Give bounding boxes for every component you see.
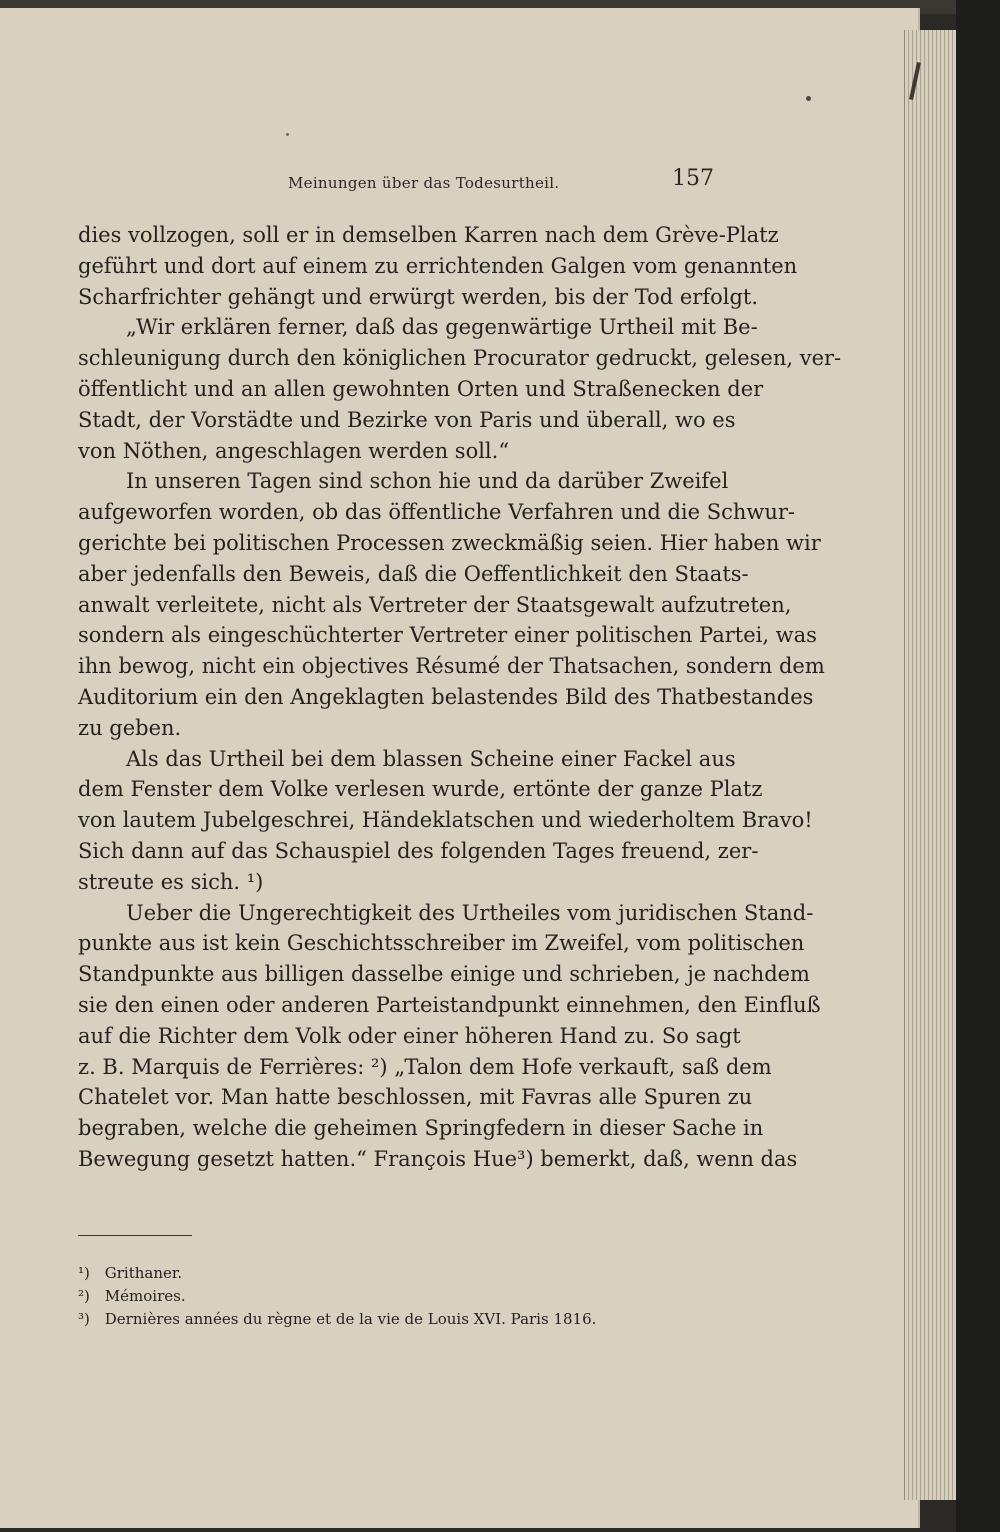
text-line: von lautem Jubelgeschrei, Händeklatschen und wiederholtem Bravo! (78, 808, 813, 833)
footnote-mark: ¹) (78, 1264, 90, 1282)
text-line: begraben, welche die geheimen Springfedern in dieser Sache in (78, 1116, 764, 1141)
text-line: Auditorium ein den Angeklagten belastendes Bild des Thatbestandes (78, 684, 814, 709)
text-line: sondern als eingeschüchterter Vertreter einer politischen Partei, was (78, 623, 817, 648)
page-header (78, 166, 714, 200)
footnotes (78, 1262, 718, 1331)
footnote-divider (78, 1235, 192, 1236)
text-line: Scharfrichter gehängt und erwürgt werden, bis der Tod erfolgt. (78, 284, 759, 309)
page-sheet (0, 8, 920, 1528)
text-line: anwalt verleitete, nicht als Vertreter der Staatsgewalt aufzutreten, (78, 592, 792, 617)
text-line: auf die Richter dem Volk oder einer höheren Hand zu. So sagt (78, 1023, 741, 1048)
footnote-mark: ²) (78, 1287, 90, 1305)
page-edges (904, 30, 957, 1500)
text-line: Stadt, der Vorstädte und Bezirke von Paris und überall, wo es (78, 407, 736, 432)
text-line: zu geben. (78, 715, 182, 740)
text-line: Sich dann auf das Schauspiel des folgenden Tages freuend, zer- (78, 838, 759, 863)
text-line: Standpunkte aus billigen dasselbe einige und schrieben, je nachdem (78, 962, 810, 987)
text-line: „Wir erklären ferner, daß das gegenwärtige Urtheil mit Be- (126, 315, 758, 340)
text-line: streute es sich. ¹) (78, 869, 264, 894)
running-title: Meinungen über das Todesurtheil. (288, 174, 560, 192)
text-line: punkte aus ist kein Geschichtsschreiber im Zweifel, vom politischen (78, 931, 805, 956)
page-number: 157 (672, 166, 714, 191)
footnote-text: Grithaner. (104, 1264, 183, 1282)
footnote (78, 1262, 718, 1285)
footnote-text: Mémoires. (104, 1287, 186, 1305)
text-line: dies vollzogen, soll er in demselben Karren nach dem Grève-Platz (78, 223, 779, 247)
text-line: gerichte bei politischen Processen zweckmäßig seien. Hier haben wir (78, 530, 821, 555)
text-line: Bewegung gesetzt hatten.“ François Hue³) bemerkt, daß, wenn das (78, 1146, 798, 1171)
footnote (78, 1308, 718, 1331)
text-line: öffentlicht und an allen gewohnten Orten und Straßenecken der (78, 376, 764, 401)
text-line: Chatelet vor. Man hatte beschlossen, mit Favras alle Spuren zu (78, 1085, 753, 1110)
footnote (78, 1285, 718, 1308)
footnote-mark: ³) (78, 1310, 90, 1328)
text-line: Ueber die Ungerechtigkeit des Urtheiles vom juridischen Stand- (126, 900, 814, 925)
ink-spot-small (286, 133, 289, 136)
text-line: von Nöthen, angeschlagen werden soll.“ (78, 438, 510, 463)
text-line: z. B. Marquis de Ferrières: ²) „Talon dem Hofe verkauft, saß dem (78, 1054, 772, 1079)
text-line: aber jedenfalls den Beweis, daß die Oeffentlichkeit den Staats- (78, 561, 749, 586)
text-line: Als das Urtheil bei dem blassen Scheine einer Fackel aus (126, 746, 736, 771)
text-line: In unseren Tagen sind schon hie und da darüber Zweifel (126, 469, 729, 494)
text-line: aufgeworfen worden, ob das öffentliche Verfahren und die Schwur- (78, 500, 796, 525)
text-line: dem Fenster dem Volke verlesen wurde, ertönte der ganze Platz (78, 777, 763, 802)
footnote-text: Dernières années du règne et de la vie de Louis XVI. Paris 1816. (104, 1310, 597, 1328)
text-line: geführt und dort auf einem zu errichtenden Galgen vom genannten (78, 253, 798, 278)
book-cover-edge (956, 0, 1000, 1532)
ink-spot (806, 96, 811, 101)
text-line: sie den einen oder anderen Parteistandpunkt einnehmen, den Einfluß (78, 992, 821, 1017)
text-line: schleunigung durch den königlichen Procurator gedruckt, gelesen, ver- (78, 346, 842, 371)
text-line: ihn bewog, nicht ein objectives Résumé der Thatsachen, sondern dem (78, 654, 825, 679)
body-text (78, 220, 842, 1175)
